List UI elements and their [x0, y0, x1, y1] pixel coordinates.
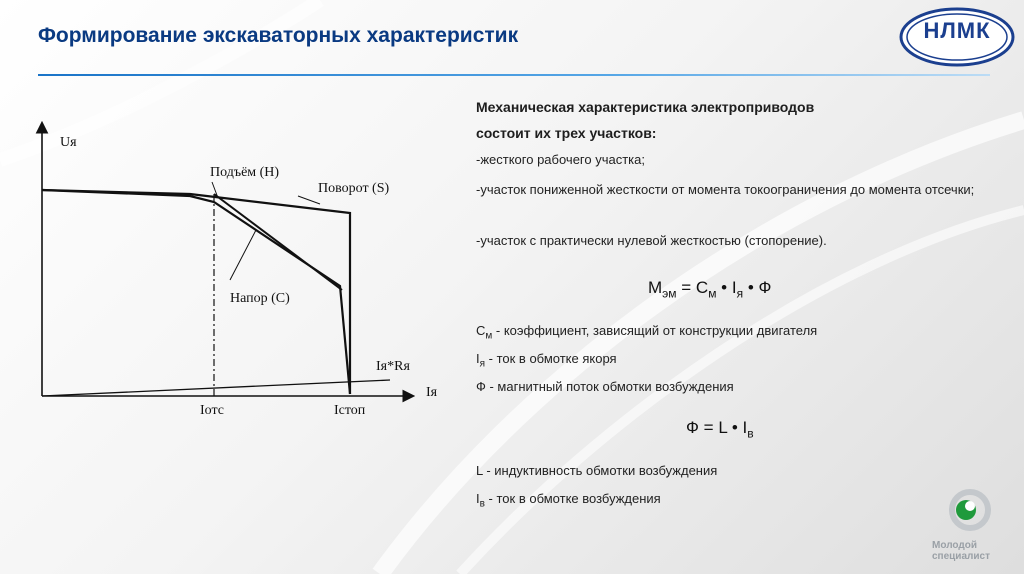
crowd-label: Напор (С)	[230, 291, 290, 306]
young-specialist-logo	[940, 488, 1000, 532]
axis-y-label: Uя	[60, 135, 77, 150]
stop-tick-label: Iстоп	[334, 403, 366, 418]
lift-curve	[42, 190, 350, 394]
otc-tick-label: Iотс	[200, 403, 224, 418]
ir-drop-line	[42, 380, 390, 396]
swing-curve	[42, 190, 350, 394]
logo-text: НЛМК	[923, 18, 991, 43]
def-iya: $I_я$ - ток в обмотке якоря	[476, 351, 617, 370]
def-l: L - индуктивность обмотки возбуждения	[476, 463, 718, 478]
characteristics-diagram	[30, 118, 450, 428]
def-flux: Ф - магнитный поток обмотки возбуждения	[476, 379, 734, 394]
axis-x-label: Iя	[426, 385, 438, 400]
def-cm: $С_м$ - коэффициент, зависящий от конструкции двигателя	[476, 323, 818, 342]
swing-label: Поворот (S)	[318, 181, 390, 196]
flux-formula: Ф = L • $I_в$	[686, 418, 754, 441]
def-ib: $I_в$ - ток в обмотке возбуждения	[476, 491, 661, 510]
crowd-leader	[230, 230, 256, 280]
swing-leader	[298, 196, 320, 204]
page-title: Формирование экскаваторных характеристик	[38, 24, 519, 47]
crowd-curve	[214, 194, 342, 290]
ir-drop-label: Iя*Rя	[376, 359, 410, 374]
badge-text: Молодой специалист	[932, 540, 990, 562]
title-divider	[38, 74, 990, 76]
list-item-1: -жесткого рабочего участка;	[476, 152, 645, 167]
list-item-2: -участок пониженной жесткости от момента токоограничения до момента отсечки;	[476, 182, 975, 197]
heading-line2: состоит их трех участков:	[476, 125, 657, 141]
torque-formula: $М_{эм} = С_м$ • $I_я$ • Ф	[648, 278, 772, 301]
heading-line1: Механическая характеристика электроприводов	[476, 99, 815, 115]
lift-label: Подъём (Н)	[210, 165, 280, 180]
list-item-3: -участок с практически нулевой жесткостью (стопорение).	[476, 233, 827, 248]
